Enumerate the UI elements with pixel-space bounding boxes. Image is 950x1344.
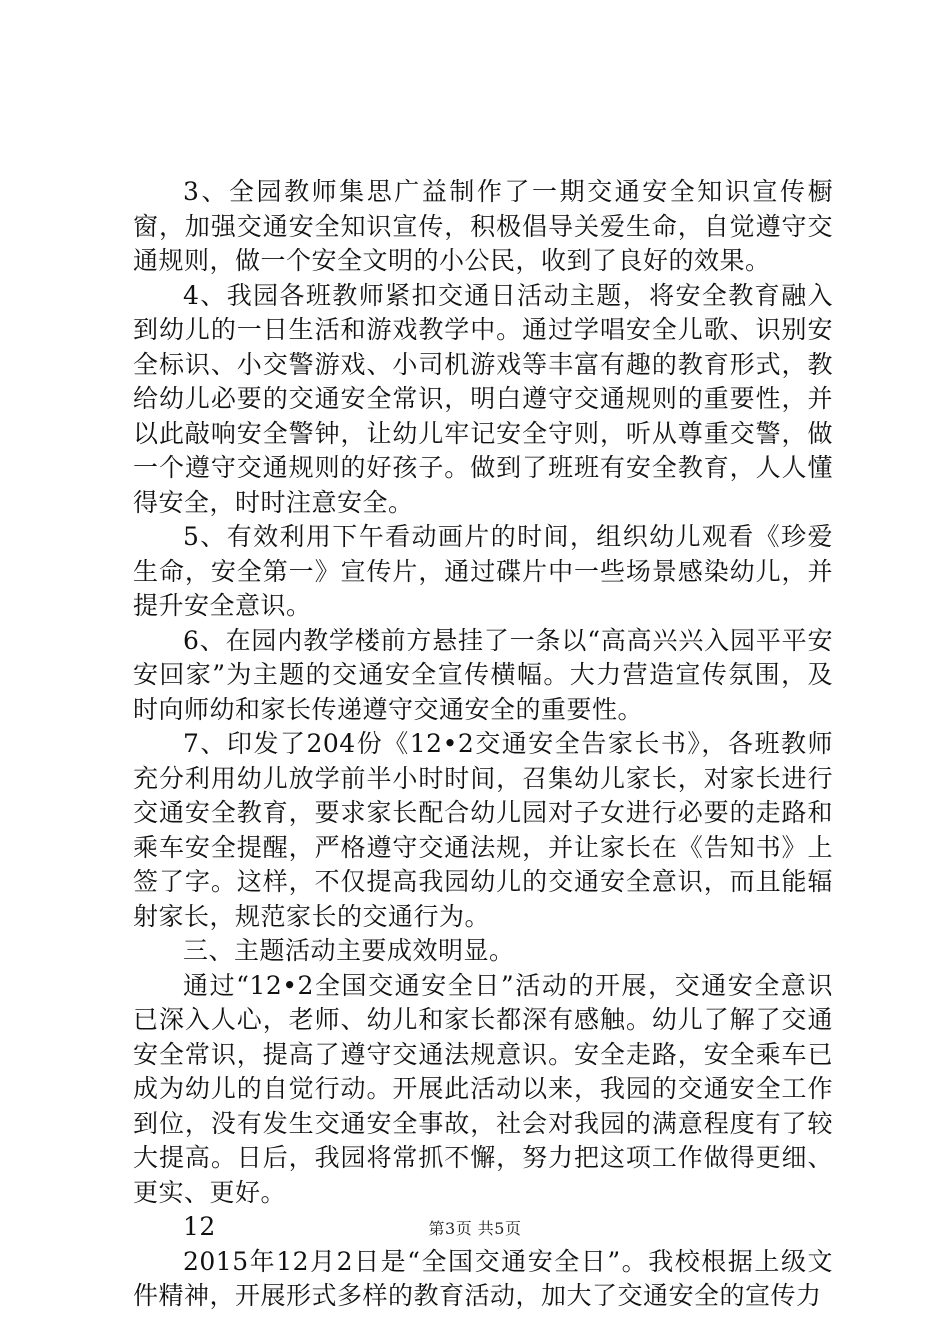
page-footer: 第3页 共5页 [428, 1219, 522, 1238]
paragraph-item-4: 4、我园各班教师紧扣交通日活动主题，将安全教育融入到幼儿的一日生活和游戏教学中。通过学唱安全儿歌、识别安全标识、小交警游戏、小司机游戏等丰富有趣的教育形式，教给幼儿必要的交通安全常识，明白遵守交通规则的重要性，并以此敲响安全警钟，让幼儿牢记安全守则，听从尊重交警，做一个遵守交通规则的好孩子。做到了班班有安全教育，人人懂得安全，时时注意安全。 [133, 280, 833, 517]
short-line: 12 [183, 1212, 216, 1241]
summary-paragraph: 通过“12•2全国交通安全日”活动的开展，交通安全意识已深入人心，老师、幼儿和家长都深有感触。幼儿了解了交通安全常识，提高了遵守交通法规意识。安全走路，安全乘车已成为幼儿的自觉行动。开展此活动以来，我园的交通安全工作到位，没有发生交通安全事故，社会对我园的满意程度有了较大提高。日后，我园将常抓不懈，努力把这项工作做得更细、更实、更好。 [133, 970, 833, 1207]
closing-paragraph: 2015年12月2日是“全国交通安全日”。我校根据上级文件精神，开展形式多样的教育活动，加大了交通安全的宣传力 [133, 1246, 833, 1310]
section-heading: 三、主题活动主要成效明显。 [183, 936, 515, 965]
paragraph-item-3: 3、全园教师集思广益制作了一期交通安全知识宣传橱窗，加强交通安全知识宣传，积极倡导关爱生命，自觉遵守交通规则，做一个安全文明的小公民，收到了良好的效果。 [133, 177, 833, 275]
paragraph-item-6: 6、在园内教学楼前方悬挂了一条以“高高兴兴入园平平安安回家”为主题的交通安全宣传横幅。大力营造宣传氛围，及时向师幼和家长传递遵守交通安全的重要性。 [133, 625, 833, 724]
paragraph-item-7: 7、印发了204份《12•2交通安全告家长书》，各班教师充分利用幼儿放学前半小时时间，召集幼儿家长，对家长进行交通安全教育，要求家长配合幼儿园对子女进行必要的走路和乘车安全提醒，严格遵守交通法规，并让家长在《告知书》上签了字。这样，不仅提高我园幼儿的交通安全意识，而且能辐射家长，规范家长的交通行为。 [133, 729, 833, 931]
paragraph-item-5: 5、有效利用下午看动画片的时间，组织幼儿观看《珍爱生命，安全第一》宣传片，通过碟片中一些场景感染幼儿，并提升安全意识。 [133, 522, 833, 620]
document-body [133, 175, 833, 1314]
